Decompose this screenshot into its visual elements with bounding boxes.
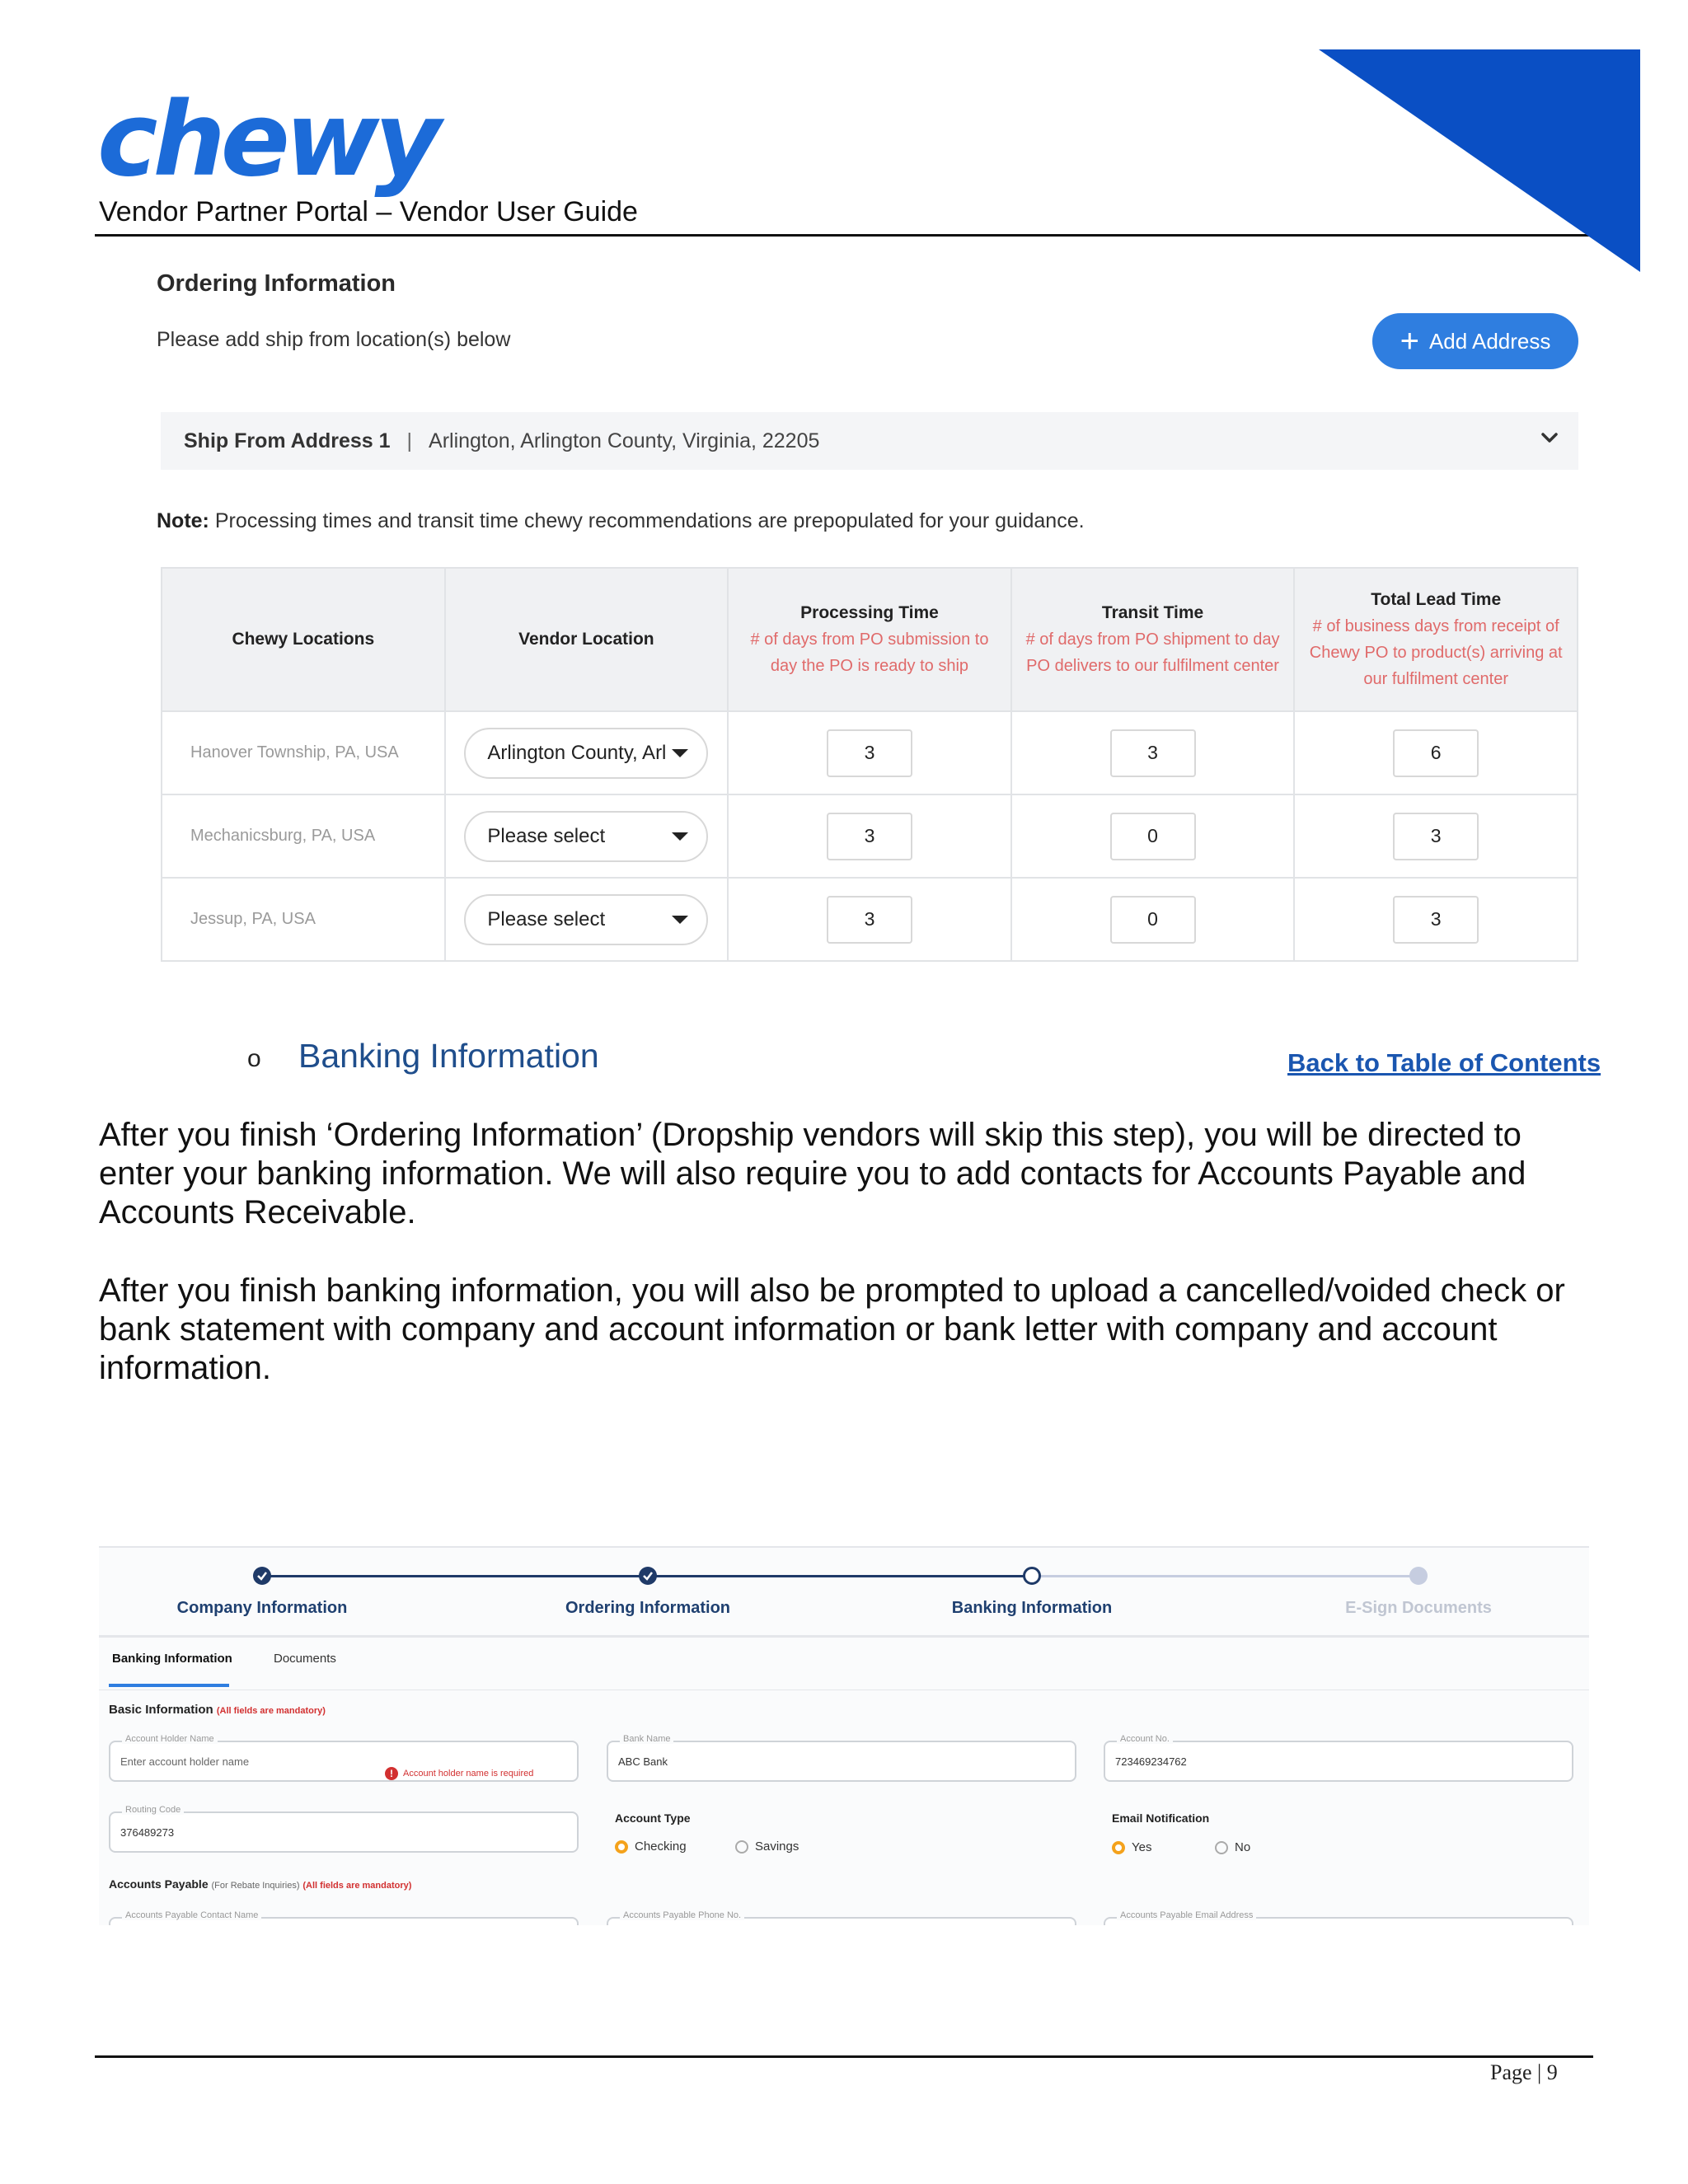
vendor-location-select[interactable] bbox=[464, 728, 708, 779]
routing-code-field[interactable]: Routing Code 376489273 bbox=[109, 1811, 579, 1853]
ordering-info-subtitle: Please add ship from location(s) below bbox=[157, 328, 511, 351]
transit-time-input[interactable]: 0 bbox=[1110, 896, 1196, 944]
error-icon: ! bbox=[385, 1767, 398, 1780]
column-header: Processing Time # of days from PO submission to day the PO is ready to ship bbox=[728, 568, 1011, 711]
step-company-information[interactable]: Company Information bbox=[176, 1599, 348, 1617]
table-row bbox=[162, 711, 1578, 794]
ap-note: (For Rebate Inquiries) bbox=[211, 1881, 300, 1891]
radio-unselected-icon bbox=[1215, 1841, 1228, 1854]
corner-triangle-decoration bbox=[1319, 49, 1640, 272]
processing-time-input[interactable]: 3 bbox=[827, 896, 912, 944]
step-complete-check-icon bbox=[253, 1567, 271, 1585]
processing-time-input[interactable]: 3 bbox=[827, 813, 912, 860]
ap-phone-field[interactable]: Accounts Payable Phone No. bbox=[607, 1917, 1076, 1925]
ap-email-field[interactable]: Accounts Payable Email Address bbox=[1104, 1917, 1573, 1925]
step-pending-circle-icon bbox=[1409, 1567, 1428, 1585]
add-address-button[interactable] bbox=[1372, 313, 1578, 369]
account-type-savings-radio[interactable]: Savings bbox=[735, 1840, 799, 1854]
step-esign-documents: E-Sign Documents bbox=[1345, 1599, 1492, 1617]
chevron-down-icon[interactable] bbox=[1537, 425, 1562, 450]
account-holder-error: ! Account holder name is required bbox=[385, 1767, 533, 1780]
dropdown-arrow-icon bbox=[672, 749, 688, 757]
plus-icon: + bbox=[1400, 323, 1419, 359]
email-notification-yes-radio[interactable]: Yes bbox=[1112, 1840, 1151, 1855]
account-type-checking-radio[interactable]: Checking bbox=[615, 1840, 687, 1854]
ship-from-address-accordion[interactable] bbox=[161, 412, 1578, 470]
account-holder-name-field[interactable]: Account Holder Name Enter account holder name bbox=[109, 1741, 579, 1782]
vendor-location-value: Please select bbox=[487, 824, 606, 847]
column-header: Vendor Location bbox=[445, 568, 729, 711]
column-header: Total Lead Time # of business days from receipt of Chewy PO to product(s) arriving at our fulfilment center bbox=[1294, 568, 1578, 711]
radio-selected-icon bbox=[615, 1840, 628, 1854]
chewy-logo: chewy bbox=[97, 81, 437, 199]
banking-information-screenshot bbox=[99, 1546, 1589, 1925]
chewy-location-cell: Hanover Township, PA, USA bbox=[162, 711, 445, 794]
back-to-toc-link[interactable]: Back to Table of Contents bbox=[1287, 1048, 1601, 1077]
ordering-information-screenshot bbox=[157, 255, 1582, 972]
vendor-location-select[interactable] bbox=[464, 811, 708, 862]
column-header: Chewy Locations bbox=[162, 568, 445, 711]
ordering-info-title: Ordering Information bbox=[157, 270, 396, 297]
chewy-location-cell: Jessup, PA, USA bbox=[162, 878, 445, 961]
add-address-label: Add Address bbox=[1428, 328, 1551, 354]
list-bullet: o bbox=[247, 1045, 261, 1072]
total-lead-time-input[interactable]: 3 bbox=[1393, 813, 1479, 860]
note-text bbox=[157, 509, 1085, 533]
radio-unselected-icon bbox=[735, 1840, 748, 1854]
table-row bbox=[162, 794, 1578, 878]
locations-table bbox=[161, 567, 1578, 962]
ap-mandatory-note: (All fields are mandatory) bbox=[302, 1881, 412, 1891]
ap-contact-name-field[interactable]: Accounts Payable Contact Name bbox=[109, 1917, 579, 1925]
paragraph-upload-check: After you finish banking information, you will also be prompted to upload a cancelled/voided check or bank statement with company and account information or bank letter with company and account information. bbox=[99, 1272, 1565, 1386]
accounts-payable-heading: Accounts Payable (For Rebate Inquiries) (All fields are mandatory) bbox=[109, 1877, 412, 1891]
tab-documents[interactable]: Documents bbox=[274, 1652, 336, 1666]
active-tab-indicator bbox=[109, 1684, 229, 1687]
email-notification-label: Email Notification bbox=[1112, 1811, 1210, 1825]
account-holder-placeholder: Enter account holder name bbox=[120, 1755, 250, 1768]
stepper-remaining-line bbox=[1032, 1575, 1419, 1577]
processing-time-input[interactable]: 3 bbox=[827, 729, 912, 777]
chewy-location-cell: Mechanicsburg, PA, USA bbox=[162, 794, 445, 878]
table-row bbox=[162, 878, 1578, 961]
dropdown-arrow-icon bbox=[672, 832, 688, 841]
section-title: Banking Information bbox=[298, 1037, 599, 1075]
ship-from-label: Ship From Address 1 bbox=[184, 429, 391, 452]
ship-from-separator: | bbox=[406, 429, 413, 452]
account-number-field[interactable]: Account No. 723469234762 bbox=[1104, 1741, 1573, 1782]
vendor-location-value: Please select bbox=[487, 907, 606, 930]
step-ordering-information[interactable]: Ordering Information bbox=[565, 1599, 730, 1617]
step-banking-information[interactable]: Banking Information bbox=[951, 1599, 1113, 1617]
footer-divider bbox=[95, 2055, 1593, 2058]
stepper-top-border bbox=[99, 1546, 1589, 1548]
page-number: Page | 9 bbox=[1490, 2060, 1558, 2084]
transit-time-input[interactable]: 3 bbox=[1110, 729, 1196, 777]
document-title: Vendor Partner Portal – Vendor User Guide bbox=[99, 196, 638, 227]
email-notification-no-radio[interactable]: No bbox=[1215, 1840, 1250, 1855]
note-body: Processing times and transit time chewy recommendations are prepopulated for your guidance. bbox=[214, 509, 1085, 532]
account-type-label: Account Type bbox=[615, 1811, 691, 1825]
dropdown-arrow-icon bbox=[672, 916, 688, 924]
step-current-circle-icon bbox=[1023, 1567, 1041, 1585]
total-lead-time-input[interactable]: 6 bbox=[1393, 729, 1479, 777]
step-complete-check-icon bbox=[639, 1567, 657, 1585]
radio-selected-icon bbox=[1112, 1841, 1125, 1854]
transit-time-input[interactable]: 0 bbox=[1110, 813, 1196, 860]
paragraph-ordering-next: After you finish ‘Ordering Information’ (Dropship vendors will skip this step), you will be directed to enter your banking information. We will also require you to add contacts for Accounts Payable and Accounts Receivable. bbox=[99, 1117, 1526, 1230]
vendor-location-value: Arlington County, Arl bbox=[487, 741, 667, 764]
note-label: Note: bbox=[157, 509, 209, 532]
tab-banking-information[interactable]: Banking Information bbox=[112, 1652, 232, 1666]
total-lead-time-input[interactable]: 3 bbox=[1393, 896, 1479, 944]
ship-from-value: Arlington, Arlington County, Virginia, 22205 bbox=[429, 429, 820, 452]
mandatory-note: (All fields are mandatory) bbox=[216, 1706, 326, 1716]
column-header: Transit Time # of days from PO shipment to day PO delivers to our fulfilment center bbox=[1011, 568, 1295, 711]
basic-information-heading: Basic Information (All fields are mandatory) bbox=[109, 1703, 326, 1717]
table-header-row bbox=[162, 568, 1578, 711]
bank-name-field[interactable]: Bank Name ABC Bank bbox=[607, 1741, 1076, 1782]
vendor-location-select[interactable] bbox=[464, 894, 708, 945]
tabs-divider bbox=[99, 1635, 1589, 1638]
